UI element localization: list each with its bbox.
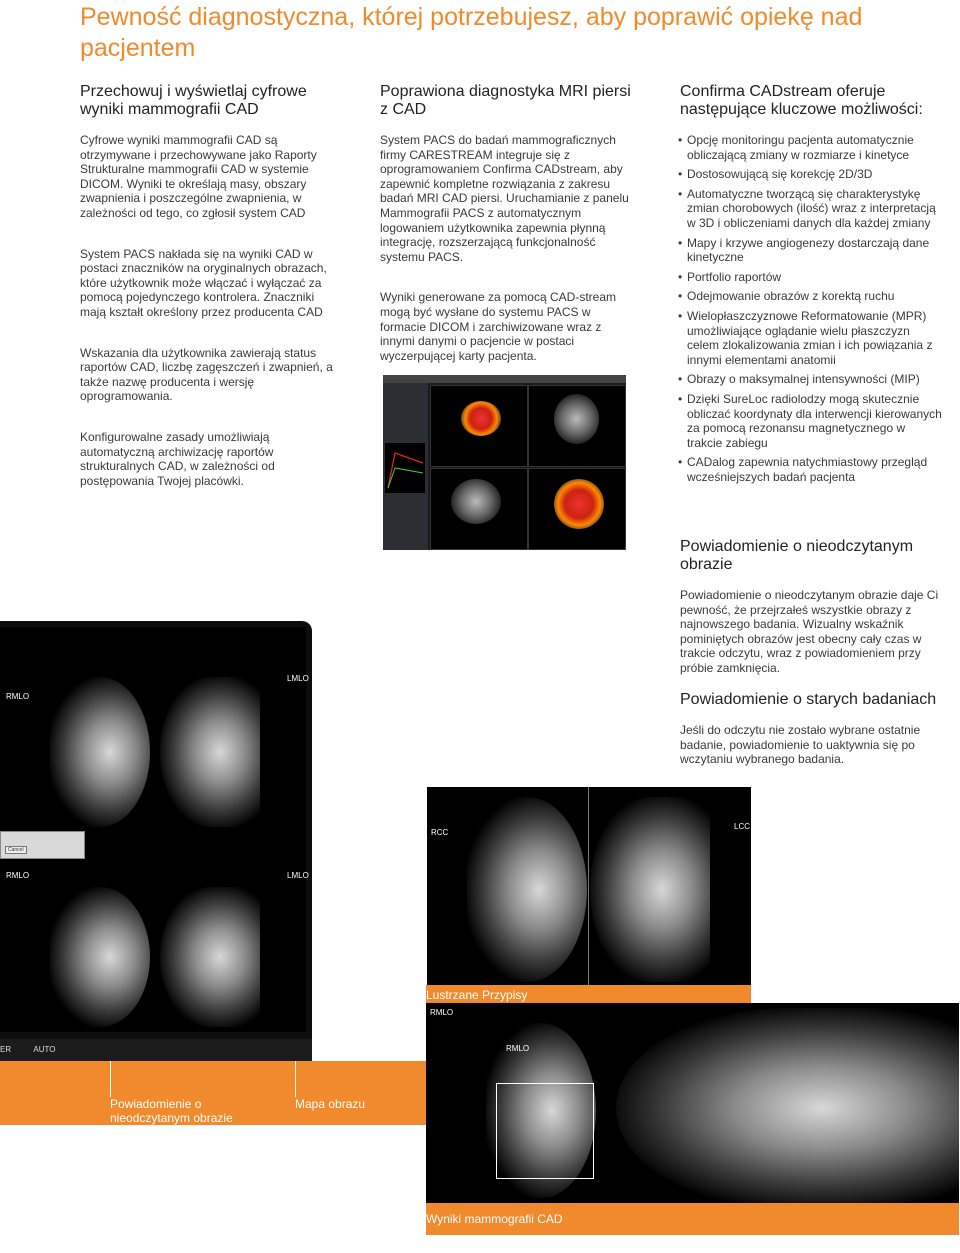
page-title: Pewność diagnostyczna, której potrzebujesz, aby poprawić opiekę nad pacjentem: [80, 3, 863, 62]
paragraph: Powiadomienie o nieodczytanym obrazie daje Ci pewność, że przejrzałeś wszystkie obrazy z najnowszego badania. Wizualny wskaźnik pominiętych obrazów jest obecny cały czas w trakcie odczytu, wraz z powiadomieniem przy próbie zamknięcia.: [680, 588, 939, 675]
list-item: • Obrazy o maksymalnej intensywności (MIP): [680, 372, 942, 387]
view-label: RMLO: [506, 1044, 530, 1053]
column-cadstream-features: [680, 83, 942, 489]
divider: [588, 787, 589, 985]
tissue-image: [451, 479, 501, 524]
list-item: • Odejmowanie obrazów z korektą ruchu: [680, 289, 942, 304]
mammogram-zoom: [616, 1008, 959, 1203]
view-label: RMLO: [6, 692, 30, 701]
tumor-overlay: [461, 401, 501, 436]
mirror-mammograms: [427, 787, 751, 985]
image-map-box: [496, 1083, 594, 1179]
caption: Mapa obrazu: [295, 1097, 366, 1111]
bar-label: AUTO: [33, 1045, 56, 1054]
view-label: LCC: [734, 822, 751, 831]
mri-view: [430, 385, 528, 467]
unread-dialog[interactable]: [0, 831, 85, 859]
paragraph: Konfigurowalne zasady umożliwiają automatyczną archiwizację raportów strukturalnych CAD, w zależności od postępowania Twojej placówki.: [80, 429, 275, 488]
mammogram: [50, 677, 150, 827]
bar-label: ER: [0, 1045, 12, 1054]
mammogram: [467, 797, 587, 982]
mri-view: [430, 468, 528, 550]
column-mri: [380, 83, 638, 389]
mri-view: [528, 385, 626, 467]
monitor-bottom-bar: [0, 1039, 312, 1061]
list-item: • Opcję monitoringu pacjenta automatycznie obliczającą zmiany w rozmiarze i kinetyce: [680, 133, 942, 162]
view-label: RCC: [431, 828, 449, 837]
monitor-screen: [0, 627, 309, 1032]
pointer-line: [110, 1061, 111, 1097]
paragraph: Wskazania dla użytkownika zawierają status raportów CAD, liczbę zagęszczeń i zwapnień, a także nazwę producenta i wersję oprogramowania.: [80, 345, 333, 404]
mri-view: [528, 468, 626, 550]
list-item: • Wielopłaszczyznowe Reformatowanie (MPR) umożliwiające oglądanie wielu płaszczyzn celem zlokalizowania zmian i ich powiązania z innymi elementami anatomii: [680, 309, 942, 367]
view-label: LMLO: [287, 871, 309, 880]
caption: Lustrzane Przypisy: [426, 988, 528, 1002]
list-item: • Mapy i krzywe angiogenezy dostarczają dane kinetyczne: [680, 236, 942, 265]
section-heading: Poprawiona diagnostyka MRI piersi z CAD: [380, 83, 631, 118]
tumor-overlay: [554, 479, 604, 529]
cad-mammograms: [426, 1003, 959, 1203]
kinetic-curve-chart: [385, 443, 430, 503]
paragraph: Cyfrowe wyniki mammografii CAD są otrzymywane i przechowywane jako Raporty Strukturalne mammografii CAD w systemie DICOM. Wyniki te określają masy, obszary zwapnienia i poszczególne zwapnienia, w zależności od tego, co zgłosił system CAD: [80, 133, 317, 220]
section-unread-notice: [680, 538, 942, 676]
pacs-monitor: [0, 621, 312, 1061]
mammogram: [160, 677, 260, 827]
section-old-studies: [680, 691, 942, 767]
caption: Powiadomienie o nieodczytanym obrazie: [110, 1097, 233, 1125]
list-item: • Portfolio raportów: [680, 270, 942, 285]
paragraph: Jeśli do odczytu nie zostało wybrane ostatnie badanie, powiadomienie to uaktywnia się po wczytaniu wybranego badania.: [680, 723, 921, 767]
view-label: LMLO: [287, 674, 309, 683]
section-heading: Confirma CADstream oferuje następujące kluczowe możliwości:: [680, 83, 923, 118]
view-label: RMLO: [430, 1008, 454, 1017]
cancel-button[interactable]: Cancel: [5, 846, 27, 854]
column-cad-storage: [80, 83, 338, 514]
section-heading: Przechowuj i wyświetlaj cyfrowe wyniki mammografii CAD: [80, 83, 307, 118]
view-label: RMLO: [6, 871, 30, 880]
mammogram: [590, 797, 710, 982]
mri-cad-screenshot: [383, 375, 626, 550]
section-heading: Powiadomienie o nieodczytanym obrazie: [680, 538, 914, 573]
list-item: • CADalog zapewnia natychmiastowy przegląd wcześniejszych badań pacjenta: [680, 455, 942, 484]
side-panel: [383, 383, 428, 550]
section-heading: Powiadomienie o starych badaniach: [680, 691, 937, 708]
title-bar: [383, 375, 626, 383]
list-item: • Automatyczne tworzącą się charakterystykę zmian chorobowych (ilość) wraz z interpretacją w 3D i obliczeniami danych dla każdej zmiany: [680, 187, 942, 231]
paragraph: Wyniki generowane za pomocą CAD-stream mogą być wysłane do systemu PACS w formacie DICOM i zarchiwizowane wraz z innymi danymi o pacjencie w postaci wyczerpującej karty pacjenta.: [380, 290, 616, 363]
tissue-image: [554, 394, 599, 444]
list-item: • Dzięki SureLoc radiolodzy mogą skutecznie obliczać koordynaty dla interwencji kierowanych za pomocą rezonansu magnetycznego w trakcie zabiegu: [680, 392, 942, 450]
feature-list: [680, 133, 942, 484]
paragraph: System PACS do badań mammograficznych firmy CARESTREAM integruje się z oprogramowaniem Confirma CADstream, aby zapewnić kompletne rozwiązania z zakresu badań MRI CAD piersi. Uruchamianie z panelu Mammografii PACS z automatycznym logowaniem użytkownika zapewnia płynną integrację, rozszerzającą funkcjonalność systemu PACS.: [380, 133, 629, 264]
mammogram: [50, 887, 150, 1027]
caption: Wyniki mammografii CAD: [426, 1212, 563, 1226]
paragraph: System PACS nakłada się na wyniki CAD w postaci znaczników na oryginalnych obrazach, które użytkownik może włączać i wyłączać za pomocą pojedynczego kontrolera. Znaczniki mają kształt określony przez producenta CAD: [80, 246, 327, 319]
mammogram: [160, 887, 260, 1027]
list-item: • Dostosowującą się korekcję 2D/3D: [680, 167, 942, 182]
pointer-line: [295, 1061, 296, 1097]
